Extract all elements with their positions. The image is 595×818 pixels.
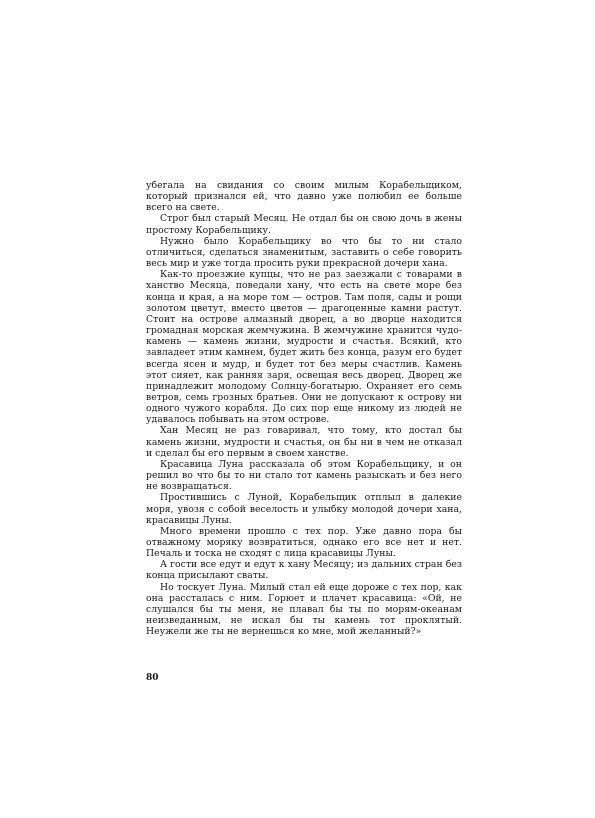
body-text bbox=[146, 180, 462, 637]
paragraph: Красавица Луна рассказала об этом Корабельщику, и он решил во что бы то ни стало тот камень разыскать и без него не возвращаться. bbox=[146, 458, 462, 493]
paragraph: Простившись с Луной, Корабельщик отплыл в далекие моря, увозя с собой веселость и улыбку молодой дочери хана, красавицы Луны. bbox=[146, 492, 462, 526]
page-number: 80 bbox=[146, 673, 159, 683]
paragraph: Строг был старый Месяц. Не отдал бы он свою дочь в жены простому Корабельщику. bbox=[146, 213, 462, 236]
paragraph: Но тоскует Луна. Милый стал ей еще дороже с тех пор, как она рассталась с ним. Горюет и плачет красавица: «Ой, не слушался бы ты меня, не плавал бы ты по морям-океанам неизведанным, не искал бы ты камень тот проклятый. Неужели же ты не вернешься ко мне, мой желанный?» bbox=[146, 581, 462, 638]
paragraph: убегала на свидания со своим милым Корабельщиком, который признался ей, что давно уже полюбил ее больше всего на свете. bbox=[146, 180, 462, 214]
paragraph: Хан Месяц не раз говаривал, что тому, кто достал бы камень жизни, мудрости и счастья, он бы ни в чем не отказал и сделал бы его первым в своем ханстве. bbox=[146, 425, 462, 459]
paragraph: Как-то проезжие купцы, что не раз заезжали с товарами в ханство Месяца, поведали хану, что есть на свете море без конца и края, а на море том — остров. Там поля, сады и рощи золотом цветут, вместо цветов — драгоценные камни растут. Стоит на острове алмазный дворец, а во дворце находится громадная морская жемчужина. В жемчужине хранится чудо-камень — камень жизни, мудрости и счастья. Всякий, кто завладеет этим камнем, будет жить без конца, разум его будет всегда ясен и мудр, и будет тот без меры счастлив. Камень этот сияет, как ранняя заря, освещая весь дворец. Дворец же принадлежит молодому Солнцу-богатырю. Охраняет его семь ветров, семь грозных братьев. Они не допускают к острову ни одного чужого корабля. До сих пор еще никому из людей не удавалось побывать на этом острове. bbox=[146, 269, 462, 426]
paragraph: Нужно было Корабельщику во что бы то ни стало отличиться, сделаться знаменитым, заставить о себе говорить весь мир и уже тогда просить руки прекрасной дочери хана. bbox=[146, 235, 462, 270]
paragraph: Много времени прошло с тех пор. Уже давно пора бы отважному моряку возвратиться, однако его все нет и нет. Печаль и тоска не сходят с лица красавицы Луны. bbox=[146, 525, 462, 560]
paragraph: А гости все едут и едут к хану Месяцу; из дальних стран без конца присылают сваты. bbox=[146, 559, 462, 582]
